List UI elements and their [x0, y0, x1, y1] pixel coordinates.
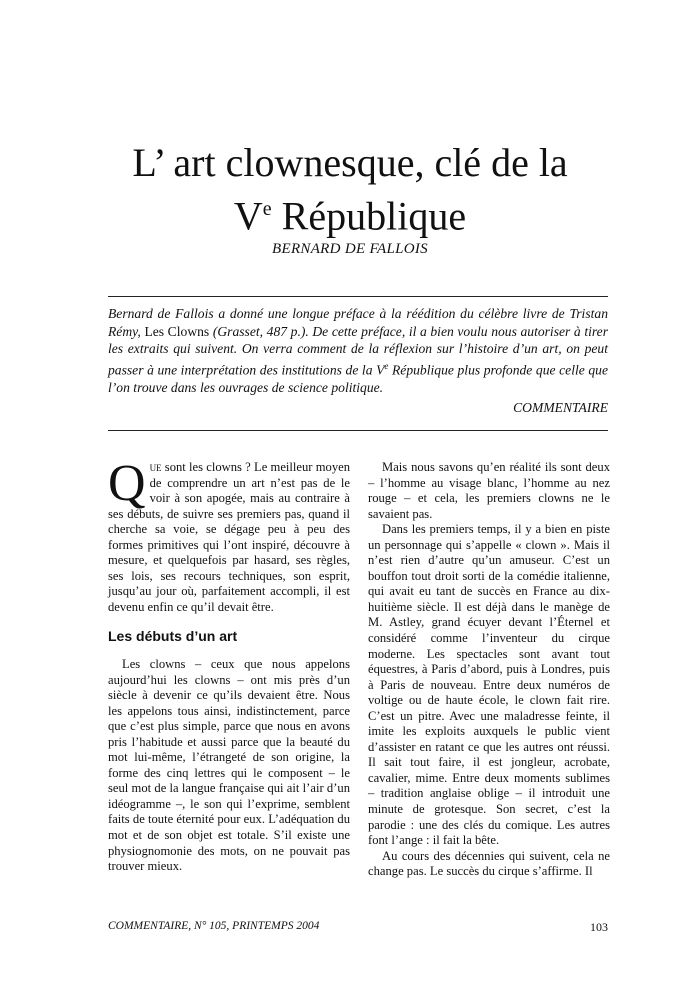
- intro-part-2: (Grasset, 487 p.). De cette préface, il a bien voulu nous autoriser à tirer les extraits qui suivent. On verra comment de la réflexion sur l’histoire d’un art, on peut passer à une interprétation des institutions de la V: [108, 323, 608, 378]
- title-line-2-suffix: République: [271, 193, 467, 239]
- opening-lead: ue: [149, 460, 162, 474]
- journal-footer: COMMENTAIRE, N° 105, PRINTEMPS 2004: [108, 920, 320, 932]
- intro-part-3: République plus profonde que celle que l’on trouve dans les ouvrages de science politique.: [108, 362, 608, 395]
- section-heading: Les débuts d’un art: [108, 628, 238, 645]
- opening-text: sont les clowns ? Le meilleur moyen de comprendre un art n’est pas de le voir à son apogée, mais au contraire à ses débuts, de suivre ses premiers pas, quand il cherche sa voie, se dégage peu à peu des formes primitives qui l’ont inspiré, découvre à mesure, et quelquefois par hasard, ses règles, ses lois, ses recours techniques, son esprit, jusqu’au jour où, parfaitement accompli, il est devenu enfin ce qu’il devait être.: [108, 460, 350, 614]
- page-number: 103: [590, 920, 608, 934]
- intro-superscript: e: [384, 360, 389, 371]
- author-name: BERNARD DE FALLOIS: [272, 241, 428, 257]
- title-line-2-prefix: V: [233, 193, 263, 239]
- intro-part-1: Bernard de Fallois a donné une longue préface à la réédition du célèbre livre de Tristan Rémy,: [108, 306, 608, 339]
- drop-cap: Q: [108, 455, 146, 512]
- body-paragraph: Dans les premiers temps, il y a bien en piste un personnage qui s’appelle « clown ». Mais il n’est rien d’autre qu’un amuseur. C’est un bouffon tout droit sorti de la comédie italienne, qui avait eu tant de succès en France au dix-huitième siècle. Il est déjà dans le manège de M. Astley, grand écuyer devant l’Éternel et considéré comme l’inventeur du cirque moderne. Les spectacles sont avant tout équestres, à Paris d’abord, puis à Londres, puis à Paris de nouveau. Entre deux numéros de voltige ou de haute école, le clown fait rire. C’est un pitre. Avec une maladresse feinte, il imite les exploits auxquels le public vient d’assister en ratant ce que les autres ont réussi. Il sait tout faire, il est jongleur, acrobate, cavalier, mime. Entre deux moments sublimes – tradition anglaise oblige – il introduit une minute de grotesque. Son secret, c’est la parodie : une des clés du comique. Les autres font l’ange : il fait la bête.: [368, 522, 610, 848]
- right-column: [368, 460, 610, 880]
- section-label: COMMENTAIRE: [513, 400, 608, 415]
- intro-book-title: Les Clowns: [140, 323, 213, 339]
- body-paragraph: Les clowns – ceux que nous appelons aujourd’hui les clowns – ont mis près d’un siècle à devenir ce qu’ils devaient être. Nous les appelons tous ainsi, indistinctement, parce que c’est plus simple, parce que nous en avons pris l’habitude et aussi parce que la beauté du mot lui-même, l’étrangeté de son origine, la forme des cinq lettres qui le composent – le seul mot de la langue française qui ait l’air d’un idéogramme –, le son qui l’exprime, semblent faits de toute éternité pour eux. L’adéquation du mot et de son objet est totale. S’il existe une physiognomonie des mots, on ne pouvait pas trouver mieux.: [108, 657, 350, 874]
- bottom-rule: [108, 430, 608, 431]
- title-superscript: e: [262, 198, 272, 220]
- left-column: [108, 455, 350, 875]
- body-paragraph: Au cours des décennies qui suivent, cela ne change pas. Le succès du cirque s’affirme. Il: [368, 848, 610, 879]
- body-paragraph: Mais nous savons qu’en réalité ils sont deux – l’homme au visage blanc, l’homme au nez rouge – et cela, les premiers clowns ne le savaient pas.: [368, 460, 610, 521]
- article-title: [60, 140, 640, 239]
- top-rule: [108, 296, 608, 297]
- opening-paragraph: [108, 455, 350, 615]
- intro-paragraph: [108, 305, 608, 397]
- title-line-1: L’ art clownesque, clé de la: [132, 140, 568, 185]
